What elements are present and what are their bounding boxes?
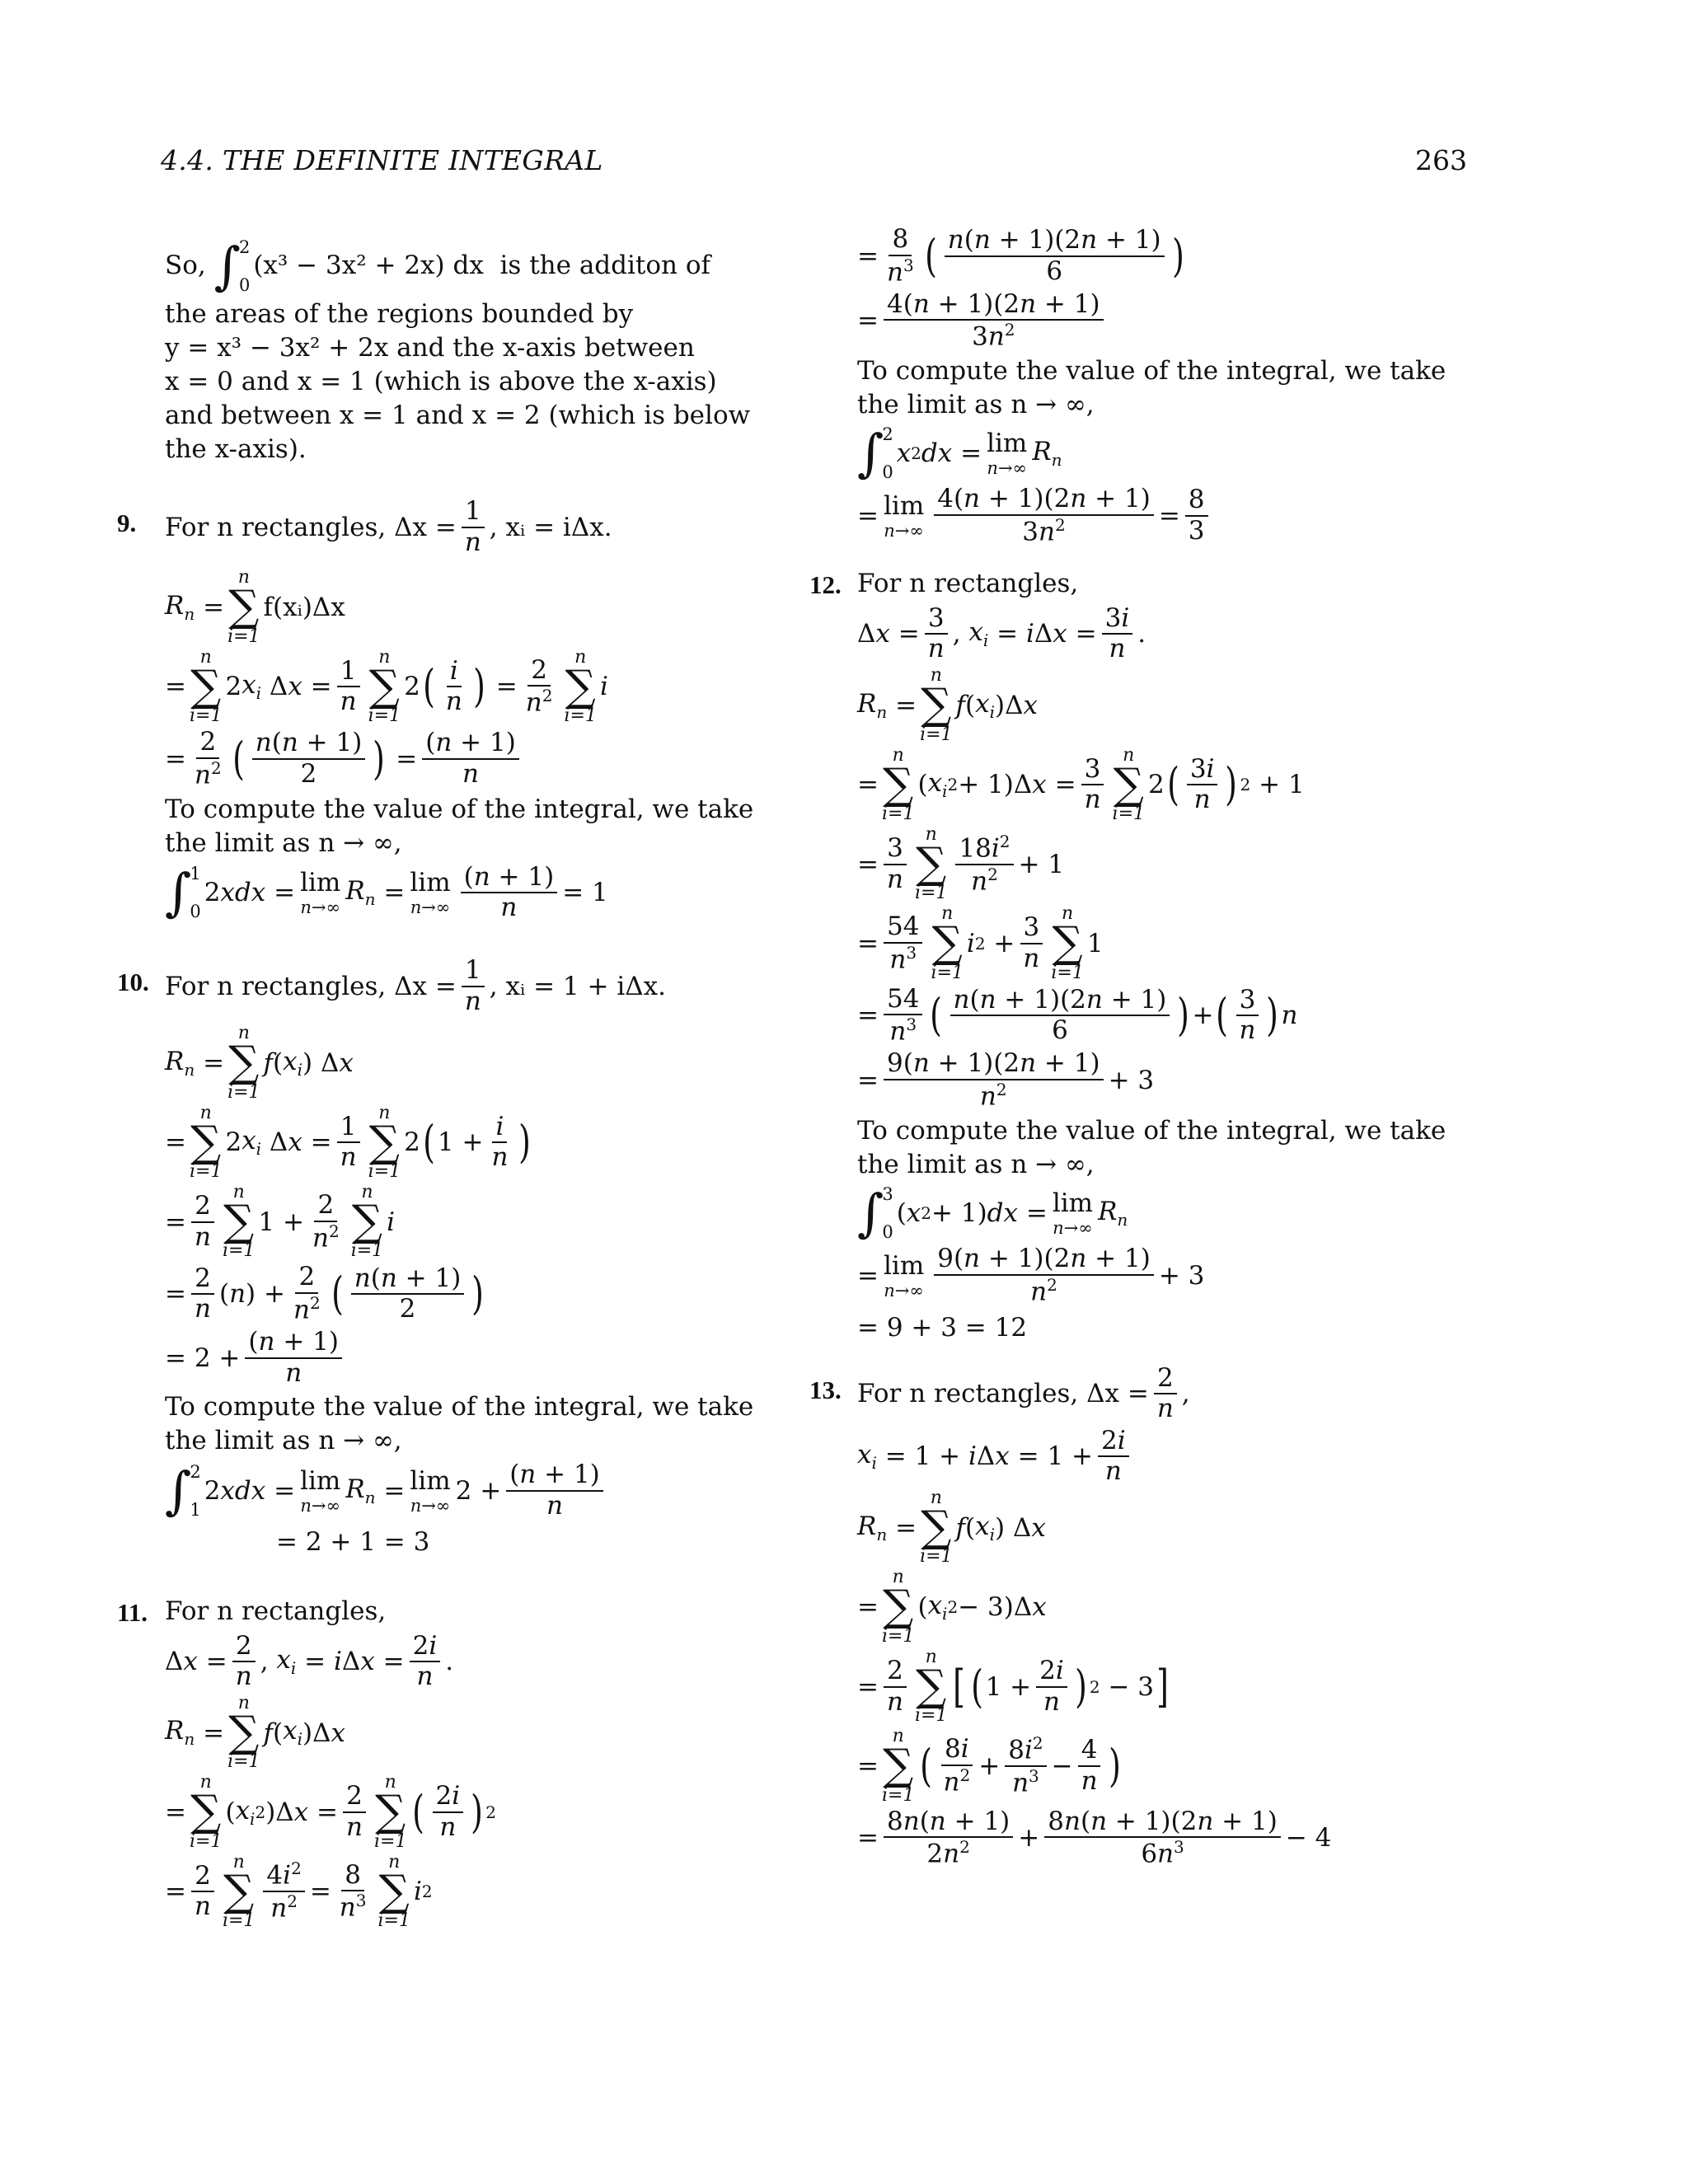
- integral-sign: ∫ 2 0: [213, 236, 251, 296]
- problem-9-lead: For n rectangles, Δx =: [165, 512, 457, 542]
- left-column: [117, 223, 791, 1933]
- problem-12-conclusion-1: To compute the value of the integral, we take: [857, 1115, 1447, 1146]
- intro-line-4: and between x = 1 and x = 2 (which is below: [165, 401, 751, 430]
- problem-9-riemann-term: f(xᵢ)Δx: [263, 592, 345, 622]
- problem-12: 12. For n rectangles, Δ x = $\frac{3}{n}$ , $x_i$ = i Δ x = $\frac{3i}{n}$ . $R_n$ = n ∑ i=1 f ( $x_i$ )Δ x = n ∑ i=1 ( $x_i$ 2 + 1)Δ x = $\frac{3}{n}$ n ∑ i=1 2 ( $\frac{3i}{n}$ ) 2 + 1 = $\frac{3}{n}$ n ∑ i=1 $\frac{18i^2}{n^2}$ + 1 = $\frac{54}{n^3}$ n ∑ i=1 i 2 + $\frac{3}{n}$ n ∑ i=1 1 = $\frac{54}{n^3}$ ( $\frac{n(n + 1)(2n + 1)}{6}$ ) + ( $\frac{3}{n}$ ) n = $\frac{9(n + 1)(2n + 1)}{n^2}$ + 3 To compute the value of the integral, we take the limit as n → ∞, ∫ 3 0 ( x 2 + 1) dx = lim n→∞ $R_n$ = lim n→∞ $\frac{9(n + 1)(2n + 1)}{n^2}$ + 3 = 9 + 3 = 12: [857, 565, 1508, 1346]
- problem-9-result: = 1: [562, 878, 608, 908]
- problem-11-conclusion-2: the limit as n → ∞,: [857, 390, 1095, 420]
- intro-paragraph: [165, 237, 791, 466]
- problem-9-number: 9.: [117, 509, 137, 537]
- intro-rest: is the additon of: [499, 251, 710, 281]
- problem-9-conclusion-2: the limit as n → ∞,: [165, 827, 402, 858]
- problem-12-lead: For n rectangles,: [857, 568, 1079, 598]
- section-title: 4.4. THE DEFINITE INTEGRAL: [161, 144, 603, 176]
- problem-11-number: 11.: [117, 1597, 148, 1627]
- problem-11-continued: = $\frac{8}{n^3}$ ( $\frac{n(n + 1)(2n + 1)}{6}$ ) = $\frac{4(n + 1)(2n + 1)}{3n^2}$ To compute the value of the integral, we take the limit as n → ∞, ∫ 2 0 x 2 dx = lim n→∞ $R_n$ = lim n→∞ $\frac{4(n + 1)(2n + 1)}{3n^2}$ = $\frac{8}{3}$: [857, 225, 1508, 547]
- intro-integrand: (x³ − 3x² + 2x) dx: [253, 251, 484, 281]
- problem-12-conclusion-2: the limit as n → ∞,: [857, 1149, 1095, 1179]
- intro-line-1: the areas of the regions bounded by: [165, 299, 634, 329]
- problem-13-lead: For n rectangles, Δx =: [857, 1379, 1149, 1409]
- problem-11-lead: For n rectangles,: [165, 1596, 387, 1626]
- problem-12-number: 12.: [809, 569, 842, 599]
- problem-10-number: 10.: [117, 967, 149, 996]
- problem-11-conclusion-1: To compute the value of the integral, we take: [857, 356, 1447, 387]
- problem-13-number: 13.: [809, 1375, 842, 1404]
- problem-10-conclusion-1: To compute the value of the integral, we take: [165, 1392, 754, 1422]
- intro-line-5: the x-axis).: [165, 434, 307, 464]
- problem-11: 11. For n rectangles, Δ x = $\frac{2}{n}$ , $x_i$ = i Δ x = $\frac{2i}{n}$ . $R_n$ = n ∑ i=1 f ( $x_i$ )Δ x = n ∑ i=1 ( $x_i$ 2 )Δ x = $\frac{2}{n}$ n ∑ i=1 ( $\frac{2i}{n}$ ) 2 = $\frac{2}{n}$ n ∑ i=1 $\frac{4i^2}{n^2}$ = $\frac{8}{n^3}$ n ∑ i=1 i 2: [117, 1596, 496, 1932]
- intro-line-2: y = x³ − 3x² + 2x and the x-axis between: [165, 333, 695, 363]
- right-column: [809, 223, 1508, 1872]
- problem-9: 9. For n rectangles, Δx = $\frac{1}{n}$ , xᵢ = iΔx. $R_n$ = n ∑ i=1 f(xᵢ)Δx = n ∑ i=1 2 $x_i$ Δ x = $\frac{1}{n}$ n ∑ i=1 2 ( $\frac{i}{n}$ ) = $\frac{2}{n^2}$ n ∑ i=1 i = $\frac{2}{n^2}$ ( $\frac{n(n + 1)}{2}$ ) = $\frac{(n + 1)}{n}$ To compute the value of the integral, we take the limit as n → ∞, ∫ 1 0 2 xdx = lim n→∞ $R_n$ = lim n→∞ $\frac{(n + 1)}{n}$ = 1: [165, 497, 791, 923]
- page-number: 263: [1415, 144, 1467, 176]
- problem-10-xi: , xᵢ = 1 + iΔx.: [489, 971, 666, 1001]
- intro-so: So,: [165, 251, 206, 281]
- problem-12-final: = 9 + 3 = 12: [857, 1312, 1028, 1343]
- intro-line-3: x = 0 and x = 1 (which is above the x-axis): [165, 367, 717, 396]
- problem-10-final: = 2 + 1 = 3: [276, 1526, 430, 1557]
- problem-9-xi: , xᵢ = iΔx.: [489, 512, 612, 542]
- problem-10-conclusion-2: the limit as n → ∞,: [165, 1426, 402, 1456]
- problem-9-conclusion-1: To compute the value of the integral, we take: [165, 794, 754, 824]
- problem-10-lead: For n rectangles, Δx =: [165, 971, 457, 1001]
- problem-10: 10. For n rectangles, Δx = $\frac{1}{n}$ , xᵢ = 1 + iΔx. $R_n$ = n ∑ i=1 f ( $x_i$ ) Δ x = n ∑ i=1 2 $x_i$ Δ x = $\frac{1}{n}$ n ∑ i=1 2 ( 1 + $\frac{i}{n}$ ) = $\frac{2}{n}$ n ∑ i=1 1 + $\frac{2}{n^2}$ n ∑ i=1 i = $\frac{2}{n}$ ( n ) + $\frac{2}{n^2}$ ( $\frac{n(n + 1)}{2}$ ) = 2 + $\frac{(n + 1)}{n}$ To compute the value of the integral, we take the limit as n → ∞, ∫ 2 1 2 xdx = lim n→∞ $R_n$ = lim n→∞ 2 + $\frac{(n + 1)}{n}$ = 2 + 1 = 3: [165, 956, 791, 1560]
- problem-13: 13. For n rectangles, Δx = $\frac{2}{n}$ , $x_i$ = 1 + i Δ x = 1 + $\frac{2i}{n}$ $R_n$ = n ∑ i=1 f ( $x_i$ ) Δ x = n ∑ i=1 ( $x_i$ 2 − 3)Δ x = $\frac{2}{n}$ n ∑ i=1 [ ( 1 + $\frac{2i}{n}$ ) 2 − 3 ] = n ∑ i=1 ( $\frac{8i}{n^2}$ + $\frac{8i^2}{n^3}$ − $\frac{4}{n}$ ) = $\frac{8n(n + 1)}{2n^2}$ + $\frac{8n(n + 1)(2n + 1)}{6n^3}$ − 4: [809, 1362, 1332, 1869]
